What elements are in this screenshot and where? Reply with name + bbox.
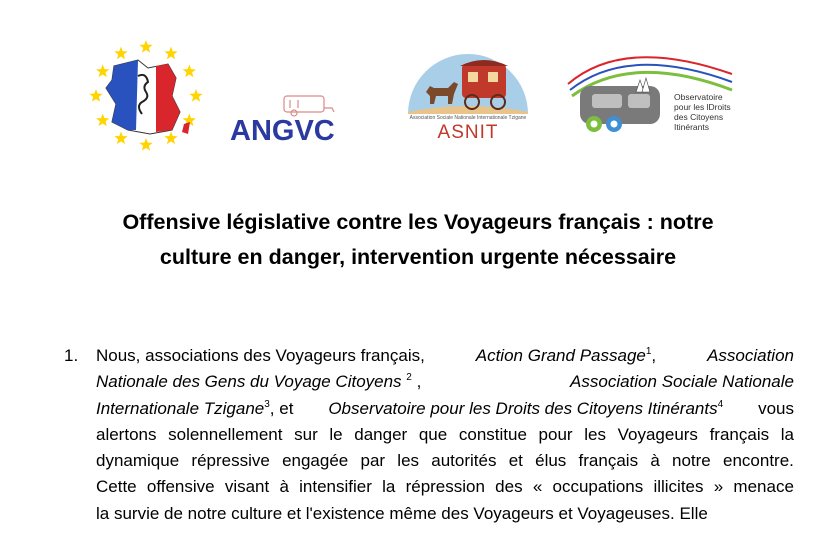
- word: sur: [294, 424, 318, 444]
- word: à: [650, 451, 660, 471]
- word: danger: [354, 424, 408, 444]
- document-title: [40, 205, 796, 275]
- para-line-5: [96, 448, 794, 474]
- word: et: [508, 451, 523, 471]
- title-line-2: culture en danger, intervention urgente nécessaire: [159, 245, 677, 269]
- angvc-text: ANGVC: [230, 115, 335, 146]
- star-icon: [139, 40, 152, 53]
- footnote-ref-4[interactable]: 4: [717, 398, 724, 410]
- odci-line-1: Observatoire: [674, 92, 723, 102]
- word: les: [584, 424, 606, 444]
- star-icon: [189, 89, 202, 102]
- para-line-6: [96, 474, 794, 500]
- word: menace: [733, 477, 794, 497]
- word: pour: [538, 424, 573, 444]
- org-name-asnit-part: Internationale Tzigane: [96, 398, 265, 418]
- footnote-ref-2[interactable]: 2: [406, 372, 412, 384]
- para-line-7: [96, 501, 794, 527]
- asnit-text: ASNIT: [437, 122, 499, 143]
- star-icon: [164, 47, 177, 60]
- paragraph-1: [96, 343, 794, 527]
- odci-line-3: des Citoyens: [674, 112, 724, 122]
- word: engagée: [282, 451, 349, 471]
- org-name-agp: Action Grand Passage: [475, 346, 646, 365]
- star-icon: [139, 138, 152, 151]
- word: dynamique: [96, 451, 180, 471]
- word: intensifier: [299, 477, 372, 497]
- para-text: Nous, associations des Voyageurs français,: [96, 346, 425, 365]
- word: français: [578, 451, 639, 471]
- asnit-caption: Association Sociale Nationale Internationale Tzigane: [409, 115, 527, 121]
- word: occupations: [552, 477, 644, 497]
- star-icon: [96, 114, 109, 127]
- angvc-logo: [228, 90, 358, 146]
- org-name-asnit-part: Association Sociale Nationale: [570, 372, 794, 392]
- caravan-outline-icon: [284, 96, 334, 116]
- word: le: [329, 424, 343, 444]
- para-text: Internationale Tzigane$^3$, et: [96, 398, 294, 418]
- word: des: [495, 477, 523, 497]
- word: que: [418, 424, 448, 444]
- footnote-ref-1[interactable]: 1: [645, 346, 652, 357]
- para-text: Action Grand Passage$^1$,: [475, 346, 657, 365]
- word: notre: [672, 451, 711, 471]
- para-text: Nationale des Gens du Voyage Citoyens $^2$ ,: [96, 372, 422, 392]
- star-icon: [183, 65, 196, 78]
- word: offensive: [146, 477, 215, 497]
- word: illicites: [653, 477, 704, 497]
- footnote-ref-3[interactable]: 3: [264, 398, 270, 410]
- para-line-2: [96, 369, 794, 395]
- asnit-logo: [404, 52, 532, 144]
- word: la: [382, 477, 396, 497]
- word: les: [397, 451, 420, 471]
- word: élus: [535, 451, 567, 471]
- word: visant: [224, 477, 270, 497]
- camper-van-icon: [580, 78, 660, 132]
- word: par: [360, 451, 386, 471]
- para-text: vous: [758, 398, 794, 418]
- word: solennellement: [168, 424, 283, 444]
- odci-line-2: pour les lDroits: [674, 102, 731, 112]
- word: répressive: [191, 451, 270, 471]
- word: à: [279, 477, 289, 497]
- word: constitue: [458, 424, 527, 444]
- title-line-1: Offensive législative contre les Voyageurs français : notre: [122, 210, 714, 234]
- word: la: [780, 424, 794, 444]
- org-name-angvc-part: Nationale des Gens du Voyage Citoyens: [96, 372, 402, 392]
- para-line-4: [96, 422, 794, 448]
- para-line-1: [96, 343, 794, 369]
- para-text: la survie de notre culture et l'existence même des Voyageurs et Voyageuses. Elle: [96, 503, 708, 523]
- org-name-odci: Observatoire pour les Droits des Citoyens Itinérants: [328, 398, 718, 418]
- word: Voyageurs: [617, 424, 698, 444]
- star-icon: [114, 131, 127, 144]
- word: Cette: [96, 477, 137, 497]
- word: français: [709, 424, 770, 444]
- observatoire-logo: [564, 40, 740, 142]
- list-number: 1.: [64, 346, 79, 365]
- word: répression: [405, 477, 485, 497]
- word: alertons: [96, 424, 157, 444]
- word: autorités: [431, 451, 497, 471]
- para-text: [328, 396, 723, 422]
- word: »: [713, 477, 724, 497]
- star-icon: [96, 65, 109, 78]
- star-icon: [89, 89, 102, 102]
- action-grand-passage-logo: [76, 38, 216, 154]
- word: «: [532, 477, 543, 497]
- word: encontre.: [723, 451, 794, 471]
- org-name-angvc-part: Association: [707, 346, 794, 365]
- para-line-3: [96, 396, 794, 422]
- star-icon: [114, 47, 127, 60]
- odci-line-4: Itinérants: [674, 122, 709, 132]
- star-icon: [164, 131, 177, 144]
